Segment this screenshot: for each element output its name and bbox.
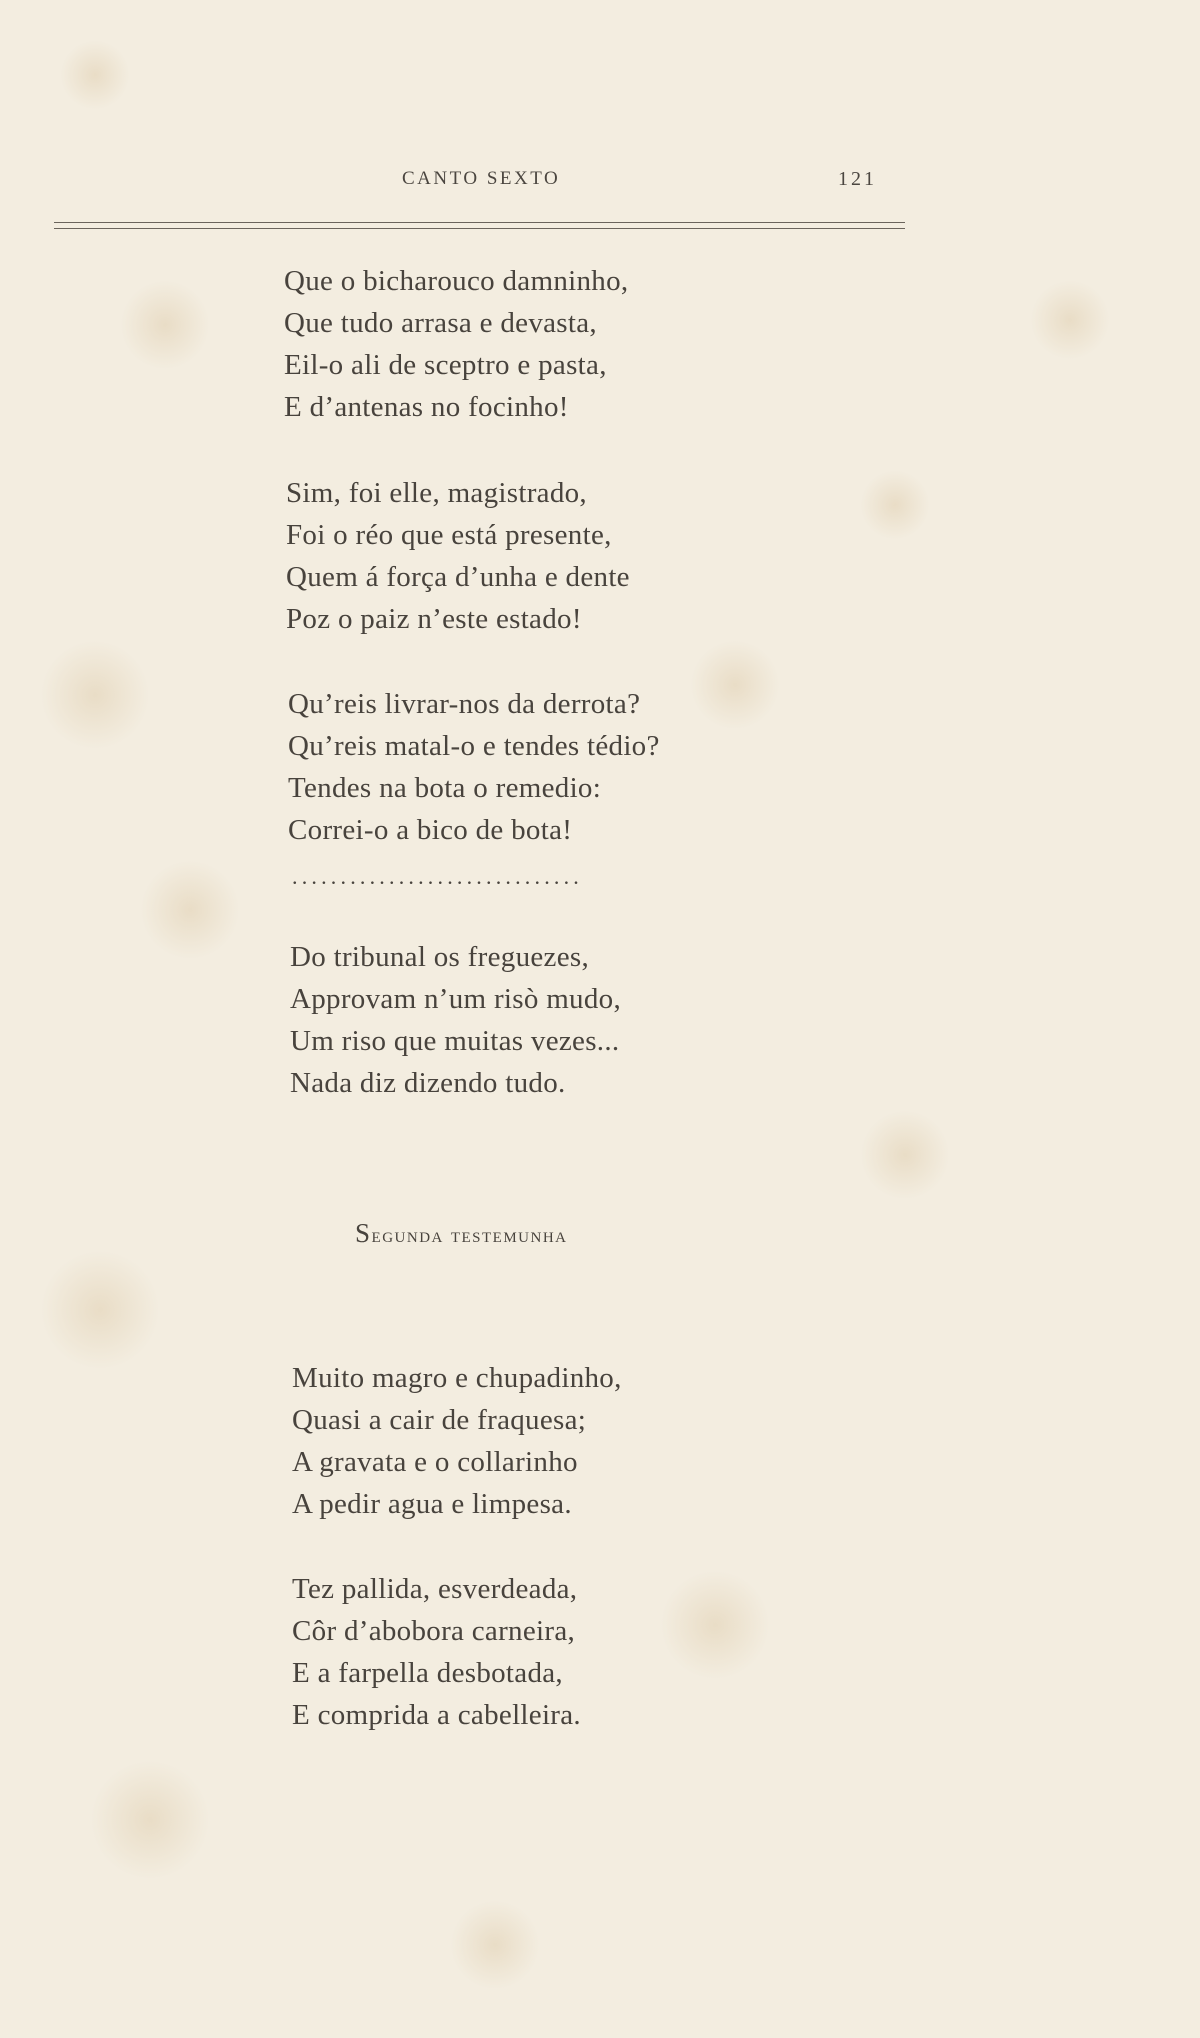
running-head bbox=[0, 168, 1200, 198]
paper-stain bbox=[60, 40, 130, 110]
running-title: CANTO SEXTO bbox=[402, 168, 561, 189]
page-number: 121 bbox=[838, 168, 877, 190]
paper-stain bbox=[860, 1110, 950, 1200]
paper-stain bbox=[860, 470, 930, 540]
paper-stain bbox=[450, 1900, 540, 1990]
paper-stain bbox=[1030, 280, 1110, 360]
stanza-1 bbox=[284, 260, 628, 428]
verse-line: A pedir agua e limpesa. bbox=[292, 1488, 572, 1520]
verse-line: Correi-o a bico de bota! bbox=[288, 814, 573, 846]
verse-line: Quem á força d’unha e dente bbox=[286, 561, 630, 593]
verse-line: Approvam n’um risò mudo, bbox=[290, 983, 621, 1015]
verse-line: Que o bicharouco damninho, bbox=[284, 265, 629, 297]
stanza-4 bbox=[290, 936, 621, 1104]
paper-stain bbox=[90, 1760, 210, 1880]
paper-stain bbox=[40, 640, 150, 750]
verse-line: Tendes na bota o remedio: bbox=[288, 772, 602, 804]
paper-stain bbox=[690, 640, 780, 730]
stanza-2 bbox=[286, 472, 630, 640]
verse-line: A gravata e o collarinho bbox=[292, 1446, 578, 1478]
verse-line: Muito magro e chupadinho, bbox=[292, 1362, 622, 1394]
verse-line: E a farpella desbotada, bbox=[292, 1657, 563, 1689]
section-heading-text: egunda testemunha bbox=[371, 1222, 568, 1247]
header-double-rule bbox=[54, 222, 905, 229]
verse-line: Côr d’abobora carneira, bbox=[292, 1615, 576, 1647]
paper-stain bbox=[140, 860, 240, 960]
verse-line: E d’antenas no focinho! bbox=[284, 391, 569, 423]
verse-line: Tez pallida, esverdeada, bbox=[292, 1573, 578, 1605]
verse-line: Poz o paiz n’este estado! bbox=[286, 603, 582, 635]
ellipsis-divider: .............................. bbox=[292, 864, 583, 889]
stanza-3 bbox=[288, 683, 660, 851]
stanza-5 bbox=[292, 1357, 622, 1525]
verse-line: Um riso que muitas vezes... bbox=[290, 1025, 620, 1057]
paper-stain bbox=[660, 1570, 770, 1680]
verse-line: Nada diz dizendo tudo. bbox=[290, 1067, 566, 1099]
stanza-6 bbox=[292, 1568, 581, 1736]
verse-line: Qu’reis livrar-nos da derrota? bbox=[288, 688, 641, 720]
section-heading bbox=[355, 1218, 568, 1249]
verse-line: Qu’reis matal-o e tendes tédio? bbox=[288, 730, 660, 762]
verse-line: Sim, foi elle, magistrado, bbox=[286, 477, 587, 509]
verse-line: Eil-o ali de sceptro e pasta, bbox=[284, 349, 607, 381]
verse-line: E comprida a cabelleira. bbox=[292, 1699, 581, 1731]
verse-line: Quasi a cair de fraquesa; bbox=[292, 1404, 587, 1436]
verse-line: Do tribunal os freguezes, bbox=[290, 941, 590, 973]
verse-line: Foi o réo que está presente, bbox=[286, 519, 612, 551]
paper-stain bbox=[40, 1250, 160, 1370]
verse-line: Que tudo arrasa e devasta, bbox=[284, 307, 597, 339]
paper-stain bbox=[120, 280, 210, 370]
section-heading-initial: S bbox=[355, 1218, 372, 1248]
